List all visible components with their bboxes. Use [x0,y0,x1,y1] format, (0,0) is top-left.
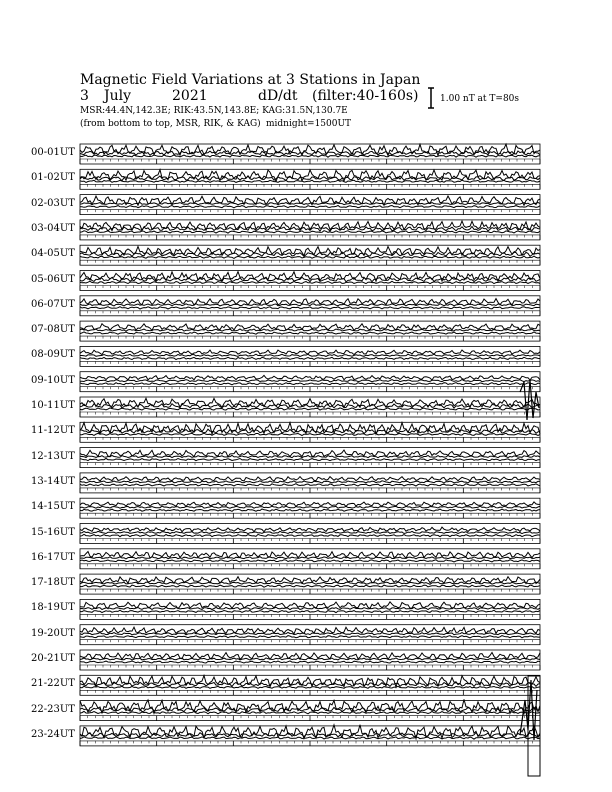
station-trace [80,307,540,309]
station-trace [80,151,540,156]
row-label: 05-06UT [31,273,75,285]
station-trace [80,658,540,660]
station-trace [80,686,540,688]
station-trace [80,607,540,609]
station-trace [80,534,540,536]
station-trace [80,332,540,334]
station-trace [80,585,540,587]
station-trace [80,711,540,713]
station-trace [80,357,540,359]
scale-bar-label: 1.00 nT at T=80s [440,94,520,104]
station-trace [80,627,540,634]
row-label: 15-16UT [31,526,75,538]
order-note: (from bottom to top, MSR, RIK, & KAG) [80,119,261,129]
station-trace [80,350,540,355]
station-trace [80,661,540,663]
station-trace [80,203,540,205]
station-trace [80,477,540,481]
station-trace [80,506,540,508]
station-trace [80,304,540,306]
row-label: 13-14UT [31,475,75,487]
station-trace [80,231,540,233]
row-label: 16-17UT [31,551,75,563]
row-label: 20-21UT [31,653,75,664]
station-trace [80,636,540,638]
station-trace [80,256,540,258]
spike-trace [520,380,539,420]
station-trace [80,458,540,460]
station-trace [80,737,540,739]
filter-label: (filter:40-160s) [312,88,419,104]
row-label: 00-01UT [31,147,75,158]
row-label: 02-03UT [31,197,75,209]
row-label: 14-15UT [31,501,75,513]
row-label: 01-02UT [31,172,75,184]
station-trace [80,509,540,511]
station-trace [80,560,540,562]
row-label: 04-05UT [31,248,75,260]
row-label: 08-09UT [31,349,75,361]
station-trace [80,527,540,532]
row-label: 11-12UT [31,425,75,437]
station-trace [80,481,540,483]
station-trace [80,375,540,380]
station-trace [80,383,540,385]
row-label: 23-24UT [31,728,75,740]
row-label: 09-10UT [31,374,75,386]
station-trace [80,329,540,331]
station-trace [80,557,540,559]
station-trace [80,180,540,182]
row-label: 17-18UT [31,577,75,589]
station-trace [80,484,540,486]
row-label: 07-08UT [31,324,75,336]
station-trace [80,610,540,612]
row-label: 22-23UT [31,703,75,715]
station-trace [80,433,540,435]
row-label: 21-22UT [31,678,75,690]
station-trace [80,633,540,635]
row-label: 18-19UT [31,602,75,614]
station-trace [80,354,540,356]
station-trace [80,676,540,688]
station-trace [80,380,540,382]
chart-title: Magnetic Field Variations at 3 Stations in Japan [80,72,421,88]
station-trace [80,408,540,410]
station-trace [80,155,540,157]
quantity-label: dD/dt [258,88,298,104]
station-trace [80,699,540,713]
station-trace [80,502,540,507]
row-label: 06-07UT [31,298,75,310]
date-year: 2021 [172,88,208,104]
midnight-note: midnight=1500UT [266,119,352,129]
stations-info: MSR:44.4N,142.3E; RIK:43.5N,143.8E; KAG:31.5N,130.7E [80,106,348,116]
row-label: 03-04UT [31,222,75,234]
station-trace [80,531,540,533]
station-trace [80,552,540,559]
station-trace [80,455,540,457]
row-label: 19-20UT [31,627,75,639]
date-month: July [104,88,132,104]
station-trace [80,176,540,181]
row-label: 12-13UT [31,450,75,462]
row-label: 10-11UT [31,400,75,411]
date-day: 3 [80,88,89,104]
station-trace [80,206,540,208]
